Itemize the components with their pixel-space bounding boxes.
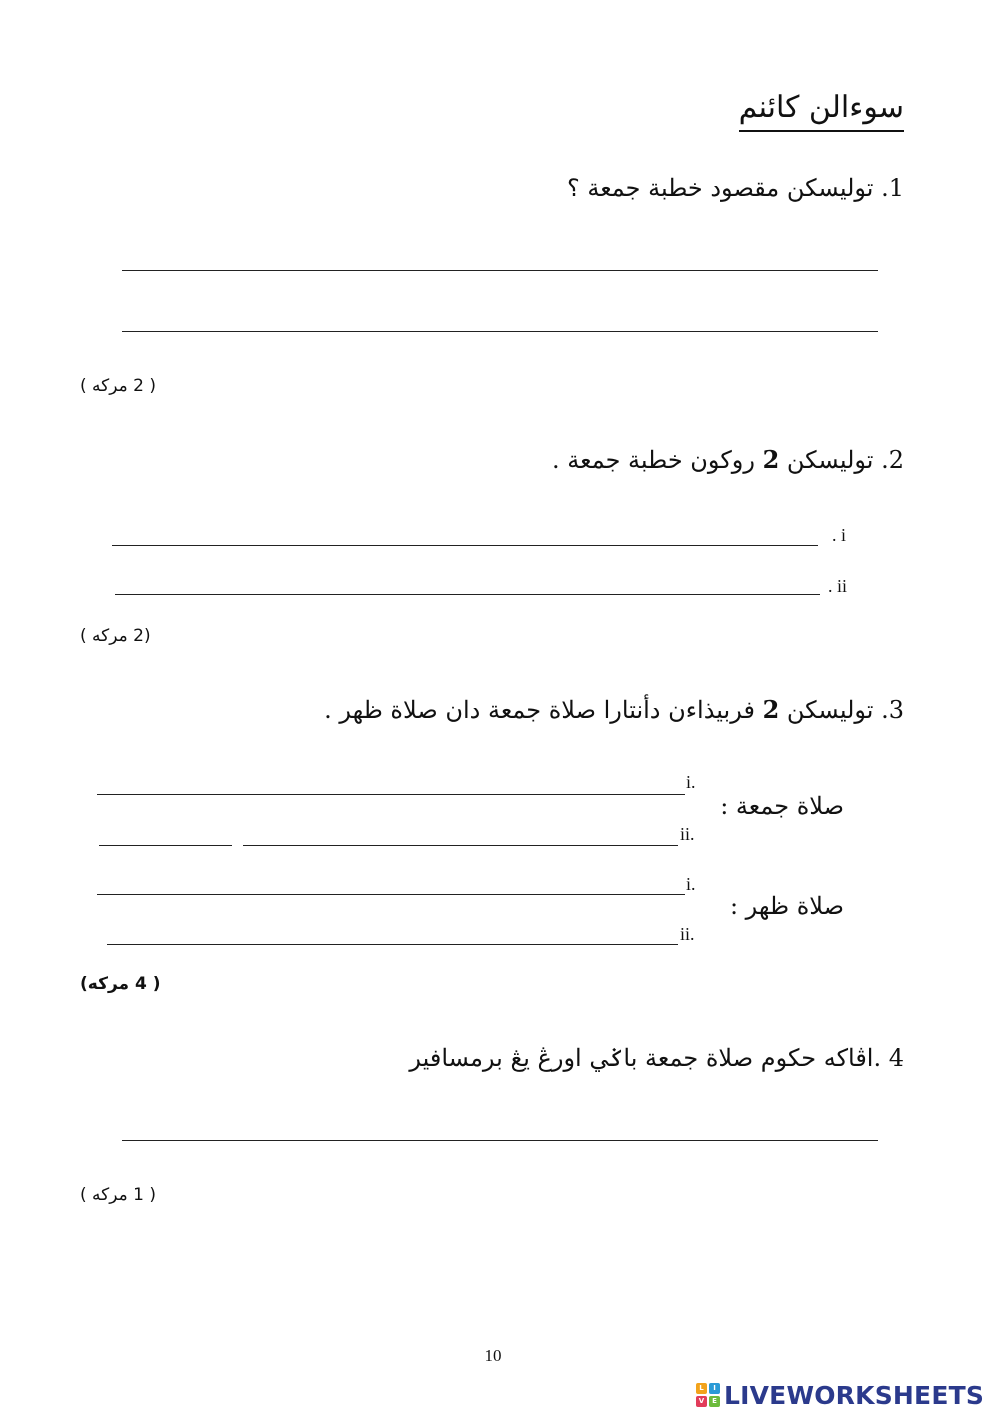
marks-q4: ( 1 مركه ) [80, 1185, 157, 1205]
item-label-q3-jumaat-ii: ii. [680, 824, 695, 844]
answer-line-q3-zohor-ii[interactable] [107, 944, 678, 945]
question-2-text-before: 2. توليسكن [779, 446, 904, 474]
logo-cell-e: E [709, 1396, 720, 1407]
answer-line-q4[interactable] [122, 1140, 878, 1141]
label-solat-zohor: صلاة ظهر : [729, 892, 844, 920]
question-1: 1. توليسكن مقصود خطبة جمعة ؟ [566, 174, 904, 202]
answer-line-q3-jumaat-ii-b[interactable] [243, 845, 678, 846]
question-2 [552, 444, 904, 476]
question-2-count: 2 [762, 445, 780, 474]
marks-q3: ( 4 مركه) [80, 974, 161, 994]
item-label-q2-ii: . ii [828, 576, 848, 596]
question-3-text-after: فربيذاءن دأنتارا صلاة جمعة دان صلاة ظهر . [324, 696, 763, 724]
liveworksheets-logo-icon [696, 1383, 720, 1407]
question-3 [324, 694, 904, 726]
brand-name: LIVEWORKSHEETS [724, 1380, 985, 1410]
marks-q2: (2 مركه ) [80, 626, 151, 646]
item-label-q3-zohor-i: i. [686, 874, 696, 894]
liveworksheets-brand[interactable] [696, 1380, 984, 1410]
marks-q1: ( 2 مركه ) [80, 376, 157, 396]
answer-line-q1-2[interactable] [122, 331, 878, 332]
answer-line-q3-jumaat-ii-a[interactable] [99, 845, 232, 846]
page-number: 10 [484, 1346, 502, 1365]
logo-cell-v: V [696, 1396, 707, 1407]
answer-line-q3-jumaat-i[interactable] [97, 794, 685, 795]
answer-line-q1-1[interactable] [122, 270, 878, 271]
item-label-q3-jumaat-i: i. [686, 772, 696, 792]
question-2-text-after: روكون خطبة جمعة . [552, 446, 763, 474]
item-label-q3-zohor-ii: ii. [680, 924, 695, 944]
logo-cell-l: L [696, 1383, 707, 1394]
logo-cell-i: I [709, 1383, 720, 1394]
worksheet-title: سوءالن كائنم [739, 88, 904, 132]
answer-line-q2-i[interactable] [112, 545, 818, 546]
label-solat-jumaat: صلاة جمعة : [720, 792, 844, 820]
question-4: 4 .اڤاكه حكوم صلاة جمعة باݢي اورڠ يڠ برمسافير [409, 1044, 904, 1072]
question-3-count: 2 [762, 695, 780, 724]
item-label-q2-i: . i [832, 525, 847, 545]
answer-line-q3-zohor-i[interactable] [97, 894, 685, 895]
answer-line-q2-ii[interactable] [115, 594, 820, 595]
question-3-text-before: 3. توليسكن [779, 696, 904, 724]
